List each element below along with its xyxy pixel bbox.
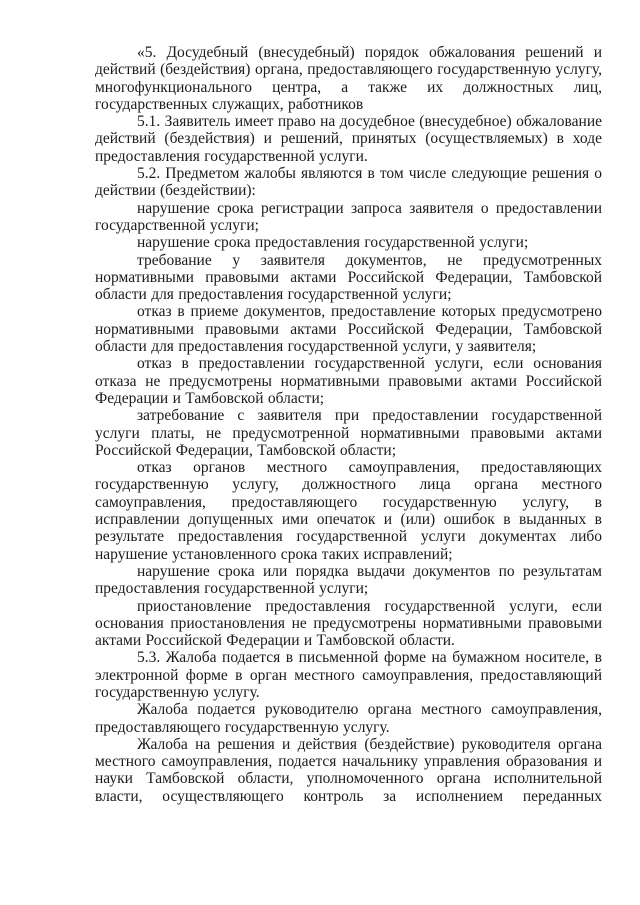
clause-5-3-para-2: Жалоба подается руководителю органа местного самоуправления, предоставляющего государственную услугу. [95,701,602,736]
clause-5-3: 5.3. Жалоба подается в письменной форме на бумажном носителе, в электронной форме в орган местного самоуправления, предоставляющий государственную услугу. [95,649,602,701]
complaint-subject-item-8: нарушение срока или порядка выдачи документов по результатам предоставления государственной услуги; [95,562,602,598]
section-5-heading: «5. Досудебный (внесудебный) порядок обжалования решений и действий (бездействия) органа, предоставляющего государственную услугу, многофункционального центра, а также их должностных лиц, государственных служащих, работников [95,44,602,113]
complaint-subject-item-1: нарушение срока регистрации запроса заявителя о предоставлении государственной услуги; [95,199,602,234]
clause-5-1: 5.1. Заявитель имеет право на досудебное (внесудебное) обжалование действий (бездействия) и решений, принятых (осуществляемых) в ходе предоставления государственной услуги. [95,113,602,165]
complaint-subject-item-2: нарушение срока предоставления государственной услуги; [137,234,529,252]
complaint-subject-item-6: затребование с заявителя при предоставлении государственной услуги платы, не предусмотренной нормативными правовыми актами Российской Федерации, Тамбовской области; [95,407,602,459]
clause-5-3-para-3: Жалоба на решения и действия (бездействие) руководителя органа местного самоуправления, подается начальнику управления образования и науки Тамбовской области, уполномоченного органа исполнительной власти, осуществляющего контроль за исполнением переданных [95,735,602,805]
complaint-subject-item-7: отказ органов местного самоуправления, предоставляющих государственную услугу, должностного лица органа местного самоуправления, предоставляющего государственную услугу, в исправлении допущенных ими опечаток и (или) ошибок в выданных в результате предоставления государственной услуги документах либо нарушение установленного срока таких исправлений; [95,459,602,563]
complaint-subject-item-5: отказ в предоставлении государственной услуги, если основания отказа не предусмотрены нормативными правовыми актами Российской Федерации и Тамбовской области; [95,355,602,407]
complaint-subject-item-9: приостановление предоставления государственной услуги, если основания приостановления не предусмотрены нормативными правовыми актами Российской Федерации и Тамбовской области. [95,597,602,650]
complaint-subject-item-4: отказ в приеме документов, предоставление которых предусмотрено нормативными правовыми актами Российской Федерации, Тамбовской области для предоставления государственной услуги, у заявителя; [95,303,602,356]
complaint-subject-item-3: требование у заявителя документов, не предусмотренных нормативными правовыми актами Российской Федерации, Тамбовской области для предоставления государственной услуги; [95,251,602,304]
clause-5-2-intro: 5.2. Предметом жалобы являются в том числе следующие решения о действии (бездействии): [95,165,602,200]
